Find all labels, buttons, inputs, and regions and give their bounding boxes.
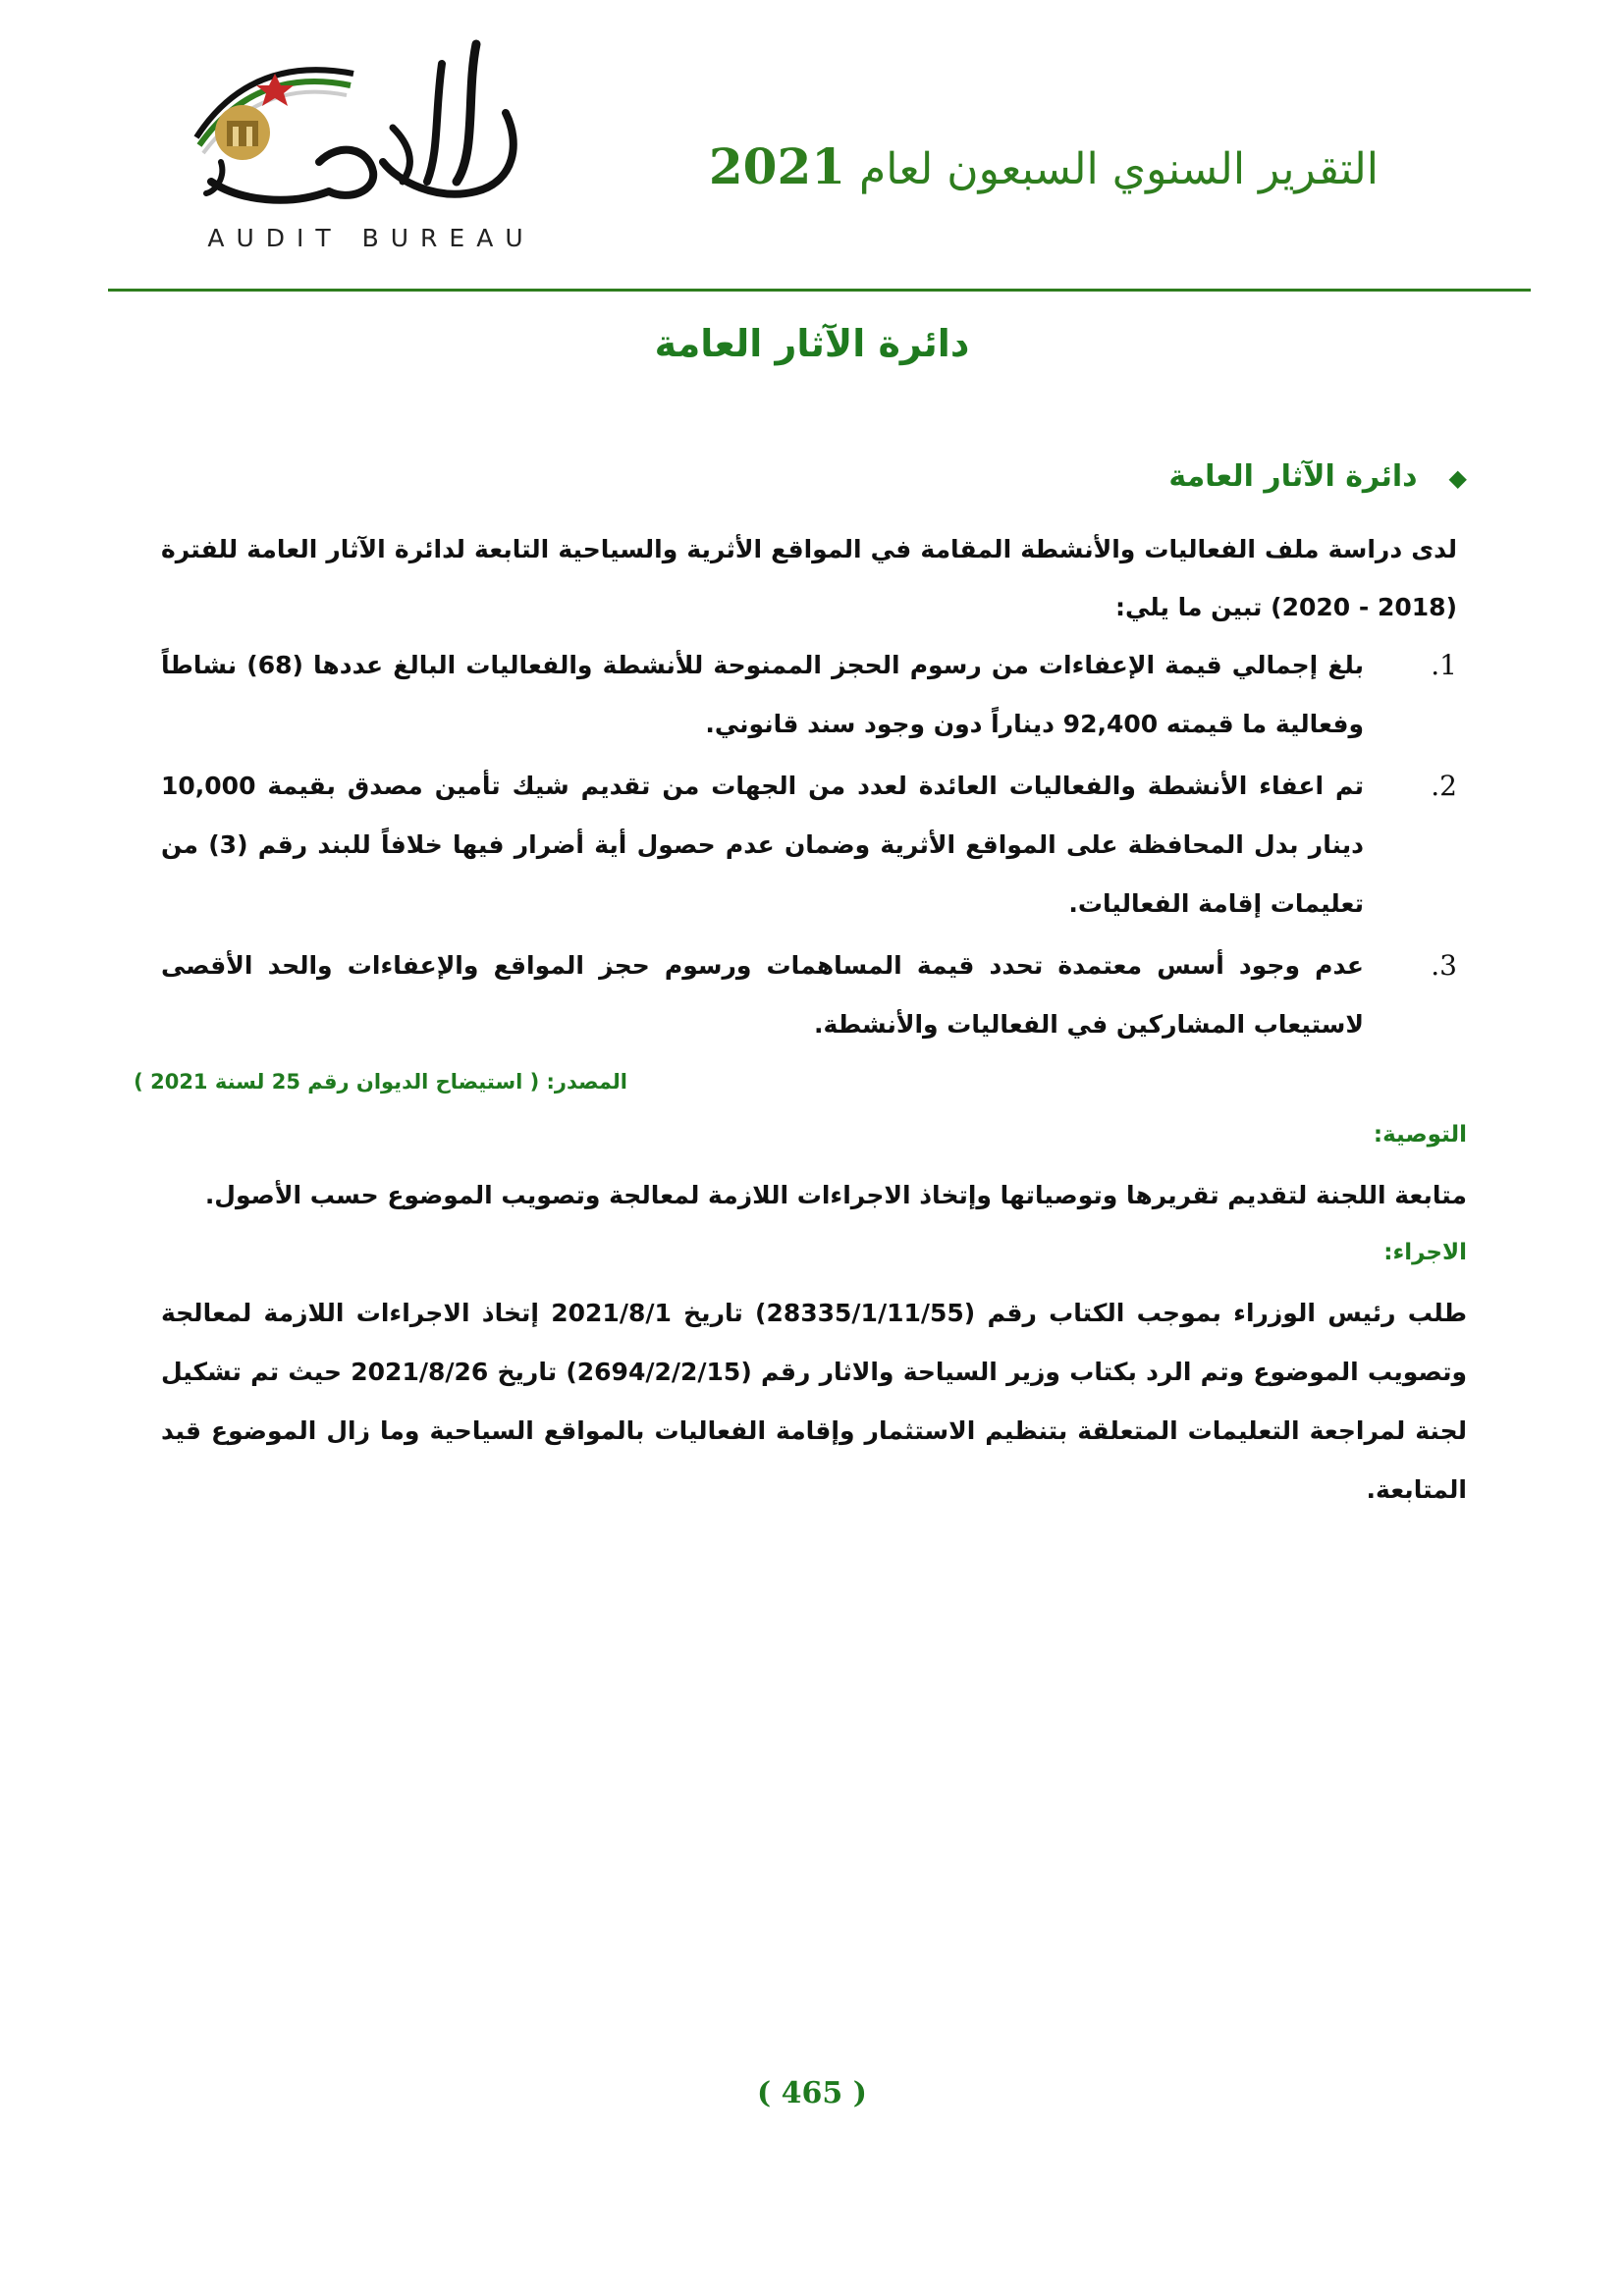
report-title-text: التقرير السنوي السبعون لعام — [859, 144, 1379, 194]
diamond-bullet-icon: ◆ — [1448, 464, 1467, 492]
header-divider — [108, 289, 1531, 292]
list-item-text: عدم وجود أسس معتمدة تحدد قيمة المساهمات ورسوم حجز المواقع والإعفاءات والحد الأقصى لاستيعاب المشاركين في الفعاليات والأنشطة. — [161, 951, 1364, 1039]
source-note: المصدر: ( استيضاح الديوان رقم 25 لسنة 2021 ) — [134, 1070, 627, 1094]
intro-paragraph: لدى دراسة ملف الفعاليات والأنشطة المقامة في المواقع الأثرية والسياحية التابعة لدائرة الآثار العامة للفترة (2018 - 2020) تبين ما يلي: — [161, 535, 1457, 621]
audit-bureau-logo — [182, 34, 555, 260]
recommendation-label: التوصية: — [1373, 1122, 1467, 1148]
list-item — [161, 636, 1457, 757]
list-item-number: 3. — [1431, 949, 1457, 982]
findings-list — [161, 636, 1457, 1054]
list-item — [161, 936, 1457, 1054]
report-title — [709, 137, 1379, 195]
section-title: دائرة الآثار العامة — [654, 322, 970, 365]
list-item-number: 2. — [1431, 770, 1457, 802]
subheading-text: دائرة الآثار العامة — [1168, 459, 1418, 494]
report-year: 2021 — [708, 137, 846, 195]
subheading — [1168, 459, 1467, 494]
logo-latin-text: AUDIT BUREAU — [207, 224, 535, 252]
list-item-number: 1. — [1431, 649, 1457, 681]
action-label: الاجراء: — [1383, 1240, 1467, 1265]
page-number: ( 465 ) — [757, 2076, 867, 2110]
action-text: طلب رئيس الوزراء بموجب الكتاب رقم (28335/1/11/55) تاريخ 2021/8/1 إتخاذ الاجراءات اللازمة لمعالجة وتصويب الموضوع وتم الرد بكتاب وزير السياحة والاثار رقم (2694/2/2/15) تاريخ 2021/8/26 حيث تم تشكيل لجنة لمراجعة التعليمات المتعلقة بتنظيم الاستثمار وإقامة الفعاليات بالمواقع السياحية وما زال الموضوع قيد المتابعة. — [161, 1299, 1468, 1504]
recommendation-text: متابعة اللجنة لتقديم تقريرها وتوصياتها وإتخاذ الاجراءات اللازمة لمعالجة وتصويب الموضوع حسب الأصول. — [204, 1181, 1467, 1209]
logo-emblem-icon — [182, 34, 555, 221]
list-item-text: بلغ إجمالي قيمة الإعفاءات من رسوم الحجز الممنوحة للأنشطة والفعاليات البالغ عددها (68) نشاطاً وفعالية ما قيمته 92,400 ديناراً دون وجود سند قانوني. — [161, 651, 1364, 738]
list-item-text: تم اعفاء الأنشطة والفعاليات العائدة لعدد من الجهات من تقديم شيك تأمين مصدق بقيمة 10,000 دينار بدل المحافظة على المواقع الأثرية وضمان عدم حصول أية أضرار فيها خلافاً للبند رقم (3) من تعليمات إقامة الفعاليات. — [161, 772, 1364, 918]
list-item — [161, 757, 1457, 936]
